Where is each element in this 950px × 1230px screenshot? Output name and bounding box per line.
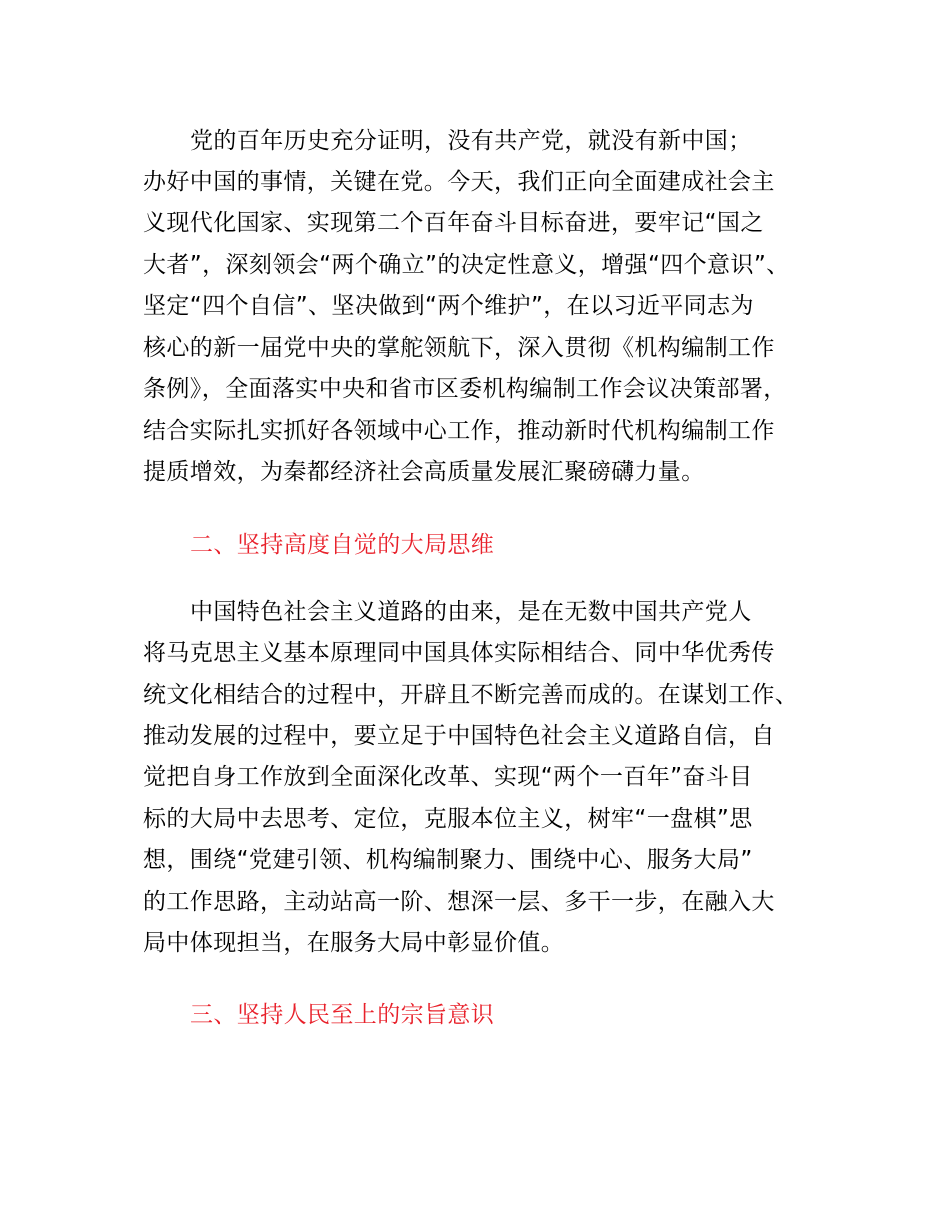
paragraph-line: 条例》，全面落实中央和省市区委机构编制工作会议决策部署， — [143, 376, 787, 402]
paragraph-line: 提质增效，为秦都经济社会高质量发展汇聚磅礴力量。 — [143, 459, 705, 485]
paragraph-line: 大者”，深刻领会“两个确立”的决定性意义，增强“四个意识”、 — [143, 252, 790, 278]
paragraph-line: 想，围绕“党建引领、机构编制聚力、围绕中心、服务大局” — [143, 847, 753, 873]
section-heading-2: 二、坚持高度自觉的大局思维 — [190, 532, 495, 558]
section-heading-3: 三、坚持人民至上的宗旨意识 — [190, 1002, 495, 1028]
paragraph-line: 办好中国的事情，关键在党。今天，我们正向全面建成社会主 — [143, 169, 775, 195]
paragraph-line: 统文化相结合的过程中，开辟且不断完善而成的。在谋划工作、 — [143, 682, 799, 708]
paragraph-line: 标的大局中去思考、定位，克服本位主义，树牢“一盘棋”思 — [143, 806, 753, 832]
paragraph-line: 的工作思路，主动站高一阶、想深一层、多干一步，在融入大 — [143, 889, 775, 915]
paragraph-line: 局中体现担当，在服务大局中彰显价值。 — [143, 930, 565, 956]
paragraph-line: 将马克思主义基本原理同中国具体实际相结合、同中华优秀传 — [143, 640, 775, 666]
paragraph-line: 推动发展的过程中，要立足于中国特色社会主义道路自信，自 — [143, 723, 775, 749]
paragraph-line: 党的百年历史充分证明，没有共产党，就没有新中国； — [190, 128, 752, 154]
paragraph-line: 核心的新一届党中央的掌舵领航下，深入贯彻《机构编制工作 — [143, 335, 775, 361]
paragraph-line: 中国特色社会主义道路的由来，是在无数中国共产党人 — [190, 599, 752, 625]
paragraph-line: 觉把自身工作放到全面深化改革、实现“两个一百年”奋斗目 — [143, 764, 753, 790]
paragraph-line: 坚定“四个自信”、坚决做到“两个维护”，在以习近平同志为 — [143, 293, 754, 319]
paragraph-line: 义现代化国家、实现第二个百年奋斗目标奋进，要牢记“国之 — [143, 210, 764, 236]
paragraph-line: 结合实际扎实抓好各领域中心工作，推动新时代机构编制工作 — [143, 418, 775, 444]
